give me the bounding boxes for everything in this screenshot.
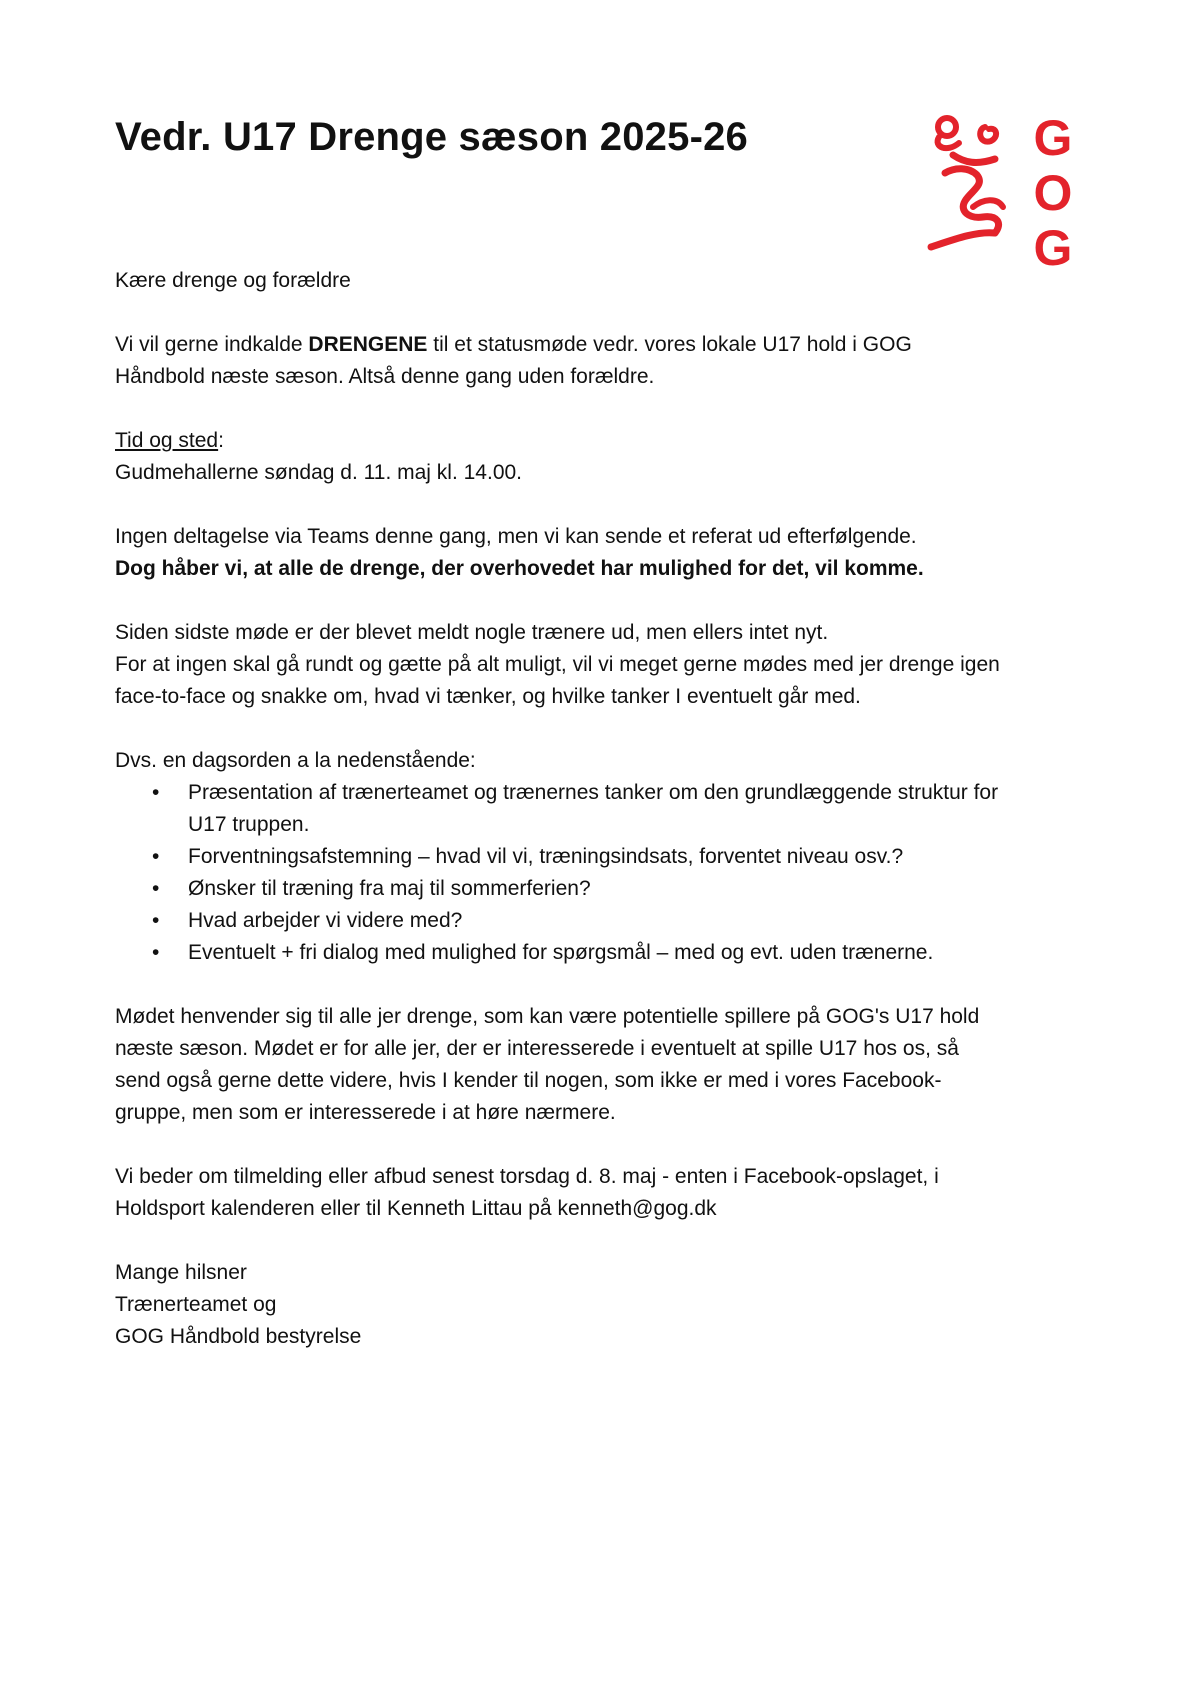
agenda-item-text: Eventuelt + fri dialog med mulighed for spørgsmål – med og evt. uden trænerne. — [188, 941, 934, 964]
agenda-list — [115, 777, 1105, 969]
teams-line: Ingen deltagelse via Teams denne gang, men vi kan sende et referat ud efterfølgende. — [115, 525, 917, 548]
teams-bold-line: Dog håber vi, at alle de drenge, der overhovedet har mulighed for det, vil komme. — [115, 557, 924, 580]
agenda-item — [188, 937, 1105, 969]
invite-line-2: Håndbold næste sæson. Altså denne gang uden forældre. — [115, 365, 655, 388]
logo-letter-g-top: G — [1033, 115, 1073, 166]
since-line-1: Siden sidste møde er der blevet meldt nogle trænere ud, men ellers intet nyt. — [115, 621, 829, 644]
agenda-item-text: Præsentation af trænerteamet og trænernes tanker om den grundlæggende struktur for — [188, 781, 999, 804]
audience-line-1: Mødet henvender sig til alle jer drenge, som kan være potentielle spillere på GOG's U17 hold — [115, 1005, 980, 1028]
agenda-item-text: Ønsker til træning fra maj til sommerferien? — [188, 877, 591, 900]
audience-line-2: næste sæson. Mødet er for alle jer, der er interesserede i eventuelt at spille U17 hos os, så — [115, 1037, 959, 1060]
invite-paragraph — [115, 329, 1105, 361]
closing-line-2: Trænerteamet og — [115, 1293, 277, 1316]
invite-bold: DRENGENE — [308, 333, 428, 356]
audience-line-3: send også gerne dette videre, hvis I kender til nogen, som ikke er med i vores Facebook- — [115, 1069, 942, 1092]
invite-text-2: til et statusmøde vedr. vores lokale U17 hold i GOG — [427, 333, 912, 356]
time-place-colon: : — [218, 429, 224, 452]
signup-line-1: Vi beder om tilmelding eller afbud senest torsdag d. 8. maj - enten i Facebook-opslaget, i — [115, 1165, 939, 1188]
agenda-item — [188, 841, 1105, 873]
signup-line-2: Holdsport kalenderen eller til Kenneth Littau på kenneth@gog.dk — [115, 1197, 717, 1220]
time-place-value: Gudmehallerne søndag d. 11. maj kl. 14.00. — [115, 461, 523, 484]
closing-line-3: GOG Håndbold bestyrelse — [115, 1325, 362, 1348]
since-line-2: For at ingen skal gå rundt og gætte på alt muligt, vil vi meget gerne mødes med jer drenge igen — [115, 653, 1000, 676]
logo-letter-g-bottom: G — [1033, 220, 1073, 276]
audience-line-4: gruppe, men som er interesserede i at høre nærmere. — [115, 1101, 616, 1124]
time-place-heading — [115, 425, 1105, 457]
logo-letter-o: O — [1033, 165, 1073, 221]
closing-line-1: Mange hilsner — [115, 1261, 247, 1284]
document-title: Vedr. U17 Drenge sæson 2025-26 — [115, 115, 748, 159]
agenda-intro: Dvs. en dagsorden a la nedenstående: — [115, 749, 476, 772]
time-place-label: Tid og sted — [115, 429, 219, 452]
agenda-item — [188, 873, 1105, 905]
gog-logo — [925, 115, 1095, 290]
agenda-item-text: Hvad arbejder vi videre med? — [188, 909, 463, 932]
agenda-item — [188, 777, 1105, 841]
agenda-item — [188, 905, 1105, 937]
salutation: Kære drenge og forældre — [115, 269, 351, 292]
agenda-item-text-cont: U17 truppen. — [188, 813, 310, 836]
agenda-item-text: Forventningsafstemning – hvad vil vi, træningsindsats, forventet niveau osv.? — [188, 845, 904, 868]
letter-body — [115, 265, 1105, 1353]
invite-text-1: Vi vil gerne indkalde — [115, 333, 309, 356]
since-line-3: face-to-face og snakke om, hvad vi tænker, og hvilke tanker I eventuelt går med. — [115, 685, 861, 708]
